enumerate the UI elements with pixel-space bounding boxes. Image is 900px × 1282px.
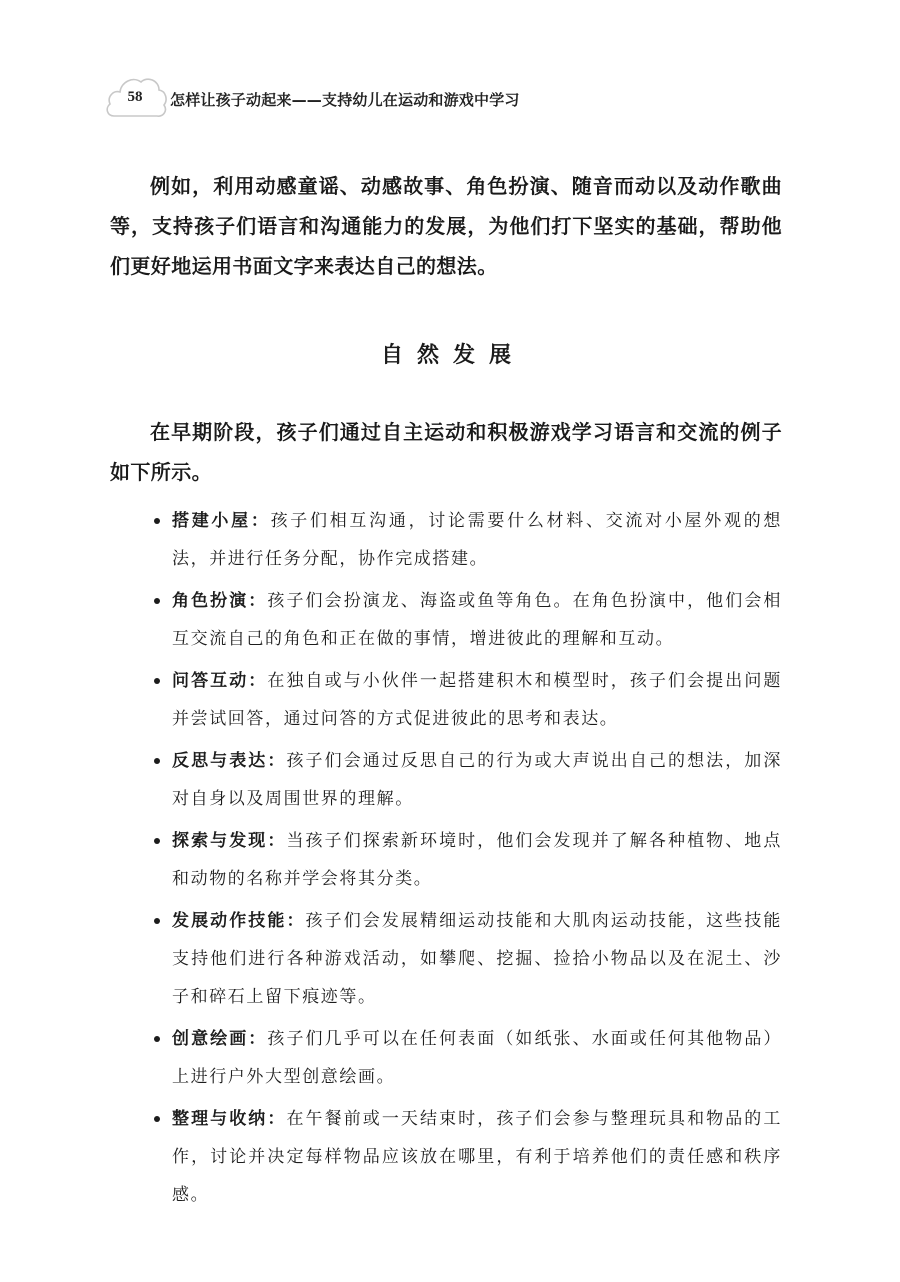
item-text: 在独自或与小伙伴一起搭建积木和模型时，孩子们会提出问题并尝试回答，通过问答的方式促进彼此的思考和表达。 xyxy=(172,671,782,729)
bullet-dot xyxy=(154,1036,160,1042)
item-text: 孩子们会扮演龙、海盗或鱼等角色。在角色扮演中，他们会相互交流自己的角色和正在做的事情，增进彼此的理解和互动。 xyxy=(172,591,782,649)
item-term: 创意绘画： xyxy=(172,1029,268,1049)
bullet-dot xyxy=(154,758,160,764)
bullet-dot xyxy=(154,1116,160,1122)
section-heading: 自然发展 xyxy=(380,343,525,368)
lead-paragraph: 在早期阶段，孩子们通过自主运动和积极游戏学习语言和交流的例子如下所示。 xyxy=(110,420,782,484)
item-text: 在午餐前或一天结束时，孩子们会参与整理玩具和物品的工作，讨论并决定每样物品应该放在哪里，有利于培养他们的责任感和秩序感。 xyxy=(172,1109,782,1205)
bullet-dot xyxy=(154,838,160,844)
list-item xyxy=(110,502,782,578)
list-item xyxy=(110,1020,782,1096)
item-text: 孩子们会通过反思自己的行为或大声说出自己的想法，加深对自身以及周围世界的理解。 xyxy=(172,751,782,809)
item-text: 孩子们几乎可以在任何表面（如纸张、水面或任何其他物品）上进行户外大型创意绘画。 xyxy=(172,1029,782,1087)
list-item xyxy=(110,662,782,738)
item-term: 发展动作技能： xyxy=(172,911,306,931)
bullet-dot xyxy=(154,678,160,684)
running-header xyxy=(104,70,574,126)
page-number: 58 xyxy=(127,89,143,105)
page-content xyxy=(110,166,782,1218)
bullet-dot xyxy=(154,598,160,604)
running-title: 怎样让孩子动起来——支持幼儿在运动和游戏中学习 xyxy=(170,91,520,109)
list-item xyxy=(110,1100,782,1214)
item-term: 探索与发现： xyxy=(172,831,287,851)
item-text: 孩子们会发展精细运动技能和大肌肉运动技能，这些技能支持他们进行各种游戏活动，如攀爬、挖掘、捡拾小物品以及在泥土、沙子和碎石上留下痕迹等。 xyxy=(172,911,783,1007)
item-text: 当孩子们探索新环境时，他们会发现并了解各种植物、地点和动物的名称并学会将其分类。 xyxy=(172,831,782,889)
list-item xyxy=(110,902,782,1016)
item-term: 整理与收纳： xyxy=(172,1109,287,1129)
item-term: 搭建小屋： xyxy=(172,511,271,531)
list-item xyxy=(110,582,782,658)
intro-paragraph: 例如，利用动感童谣、动感故事、角色扮演、随音而动以及动作歌曲等，支持孩子们语言和沟通能力的发展，为他们打下坚实的基础，帮助他们更好地运用书面文字来表达自己的想法。 xyxy=(110,174,782,278)
item-term: 问答互动： xyxy=(172,671,268,691)
bullet-dot xyxy=(154,518,160,524)
item-term: 角色扮演： xyxy=(172,591,268,611)
item-term: 反思与表达： xyxy=(172,751,287,771)
list-item xyxy=(110,742,782,818)
example-list xyxy=(110,502,782,1214)
list-item xyxy=(110,822,782,898)
item-text: 孩子们相互沟通，讨论需要什么材料、交流对小屋外观的想法，并进行任务分配，协作完成搭建。 xyxy=(172,511,783,569)
bullet-dot xyxy=(154,918,160,924)
